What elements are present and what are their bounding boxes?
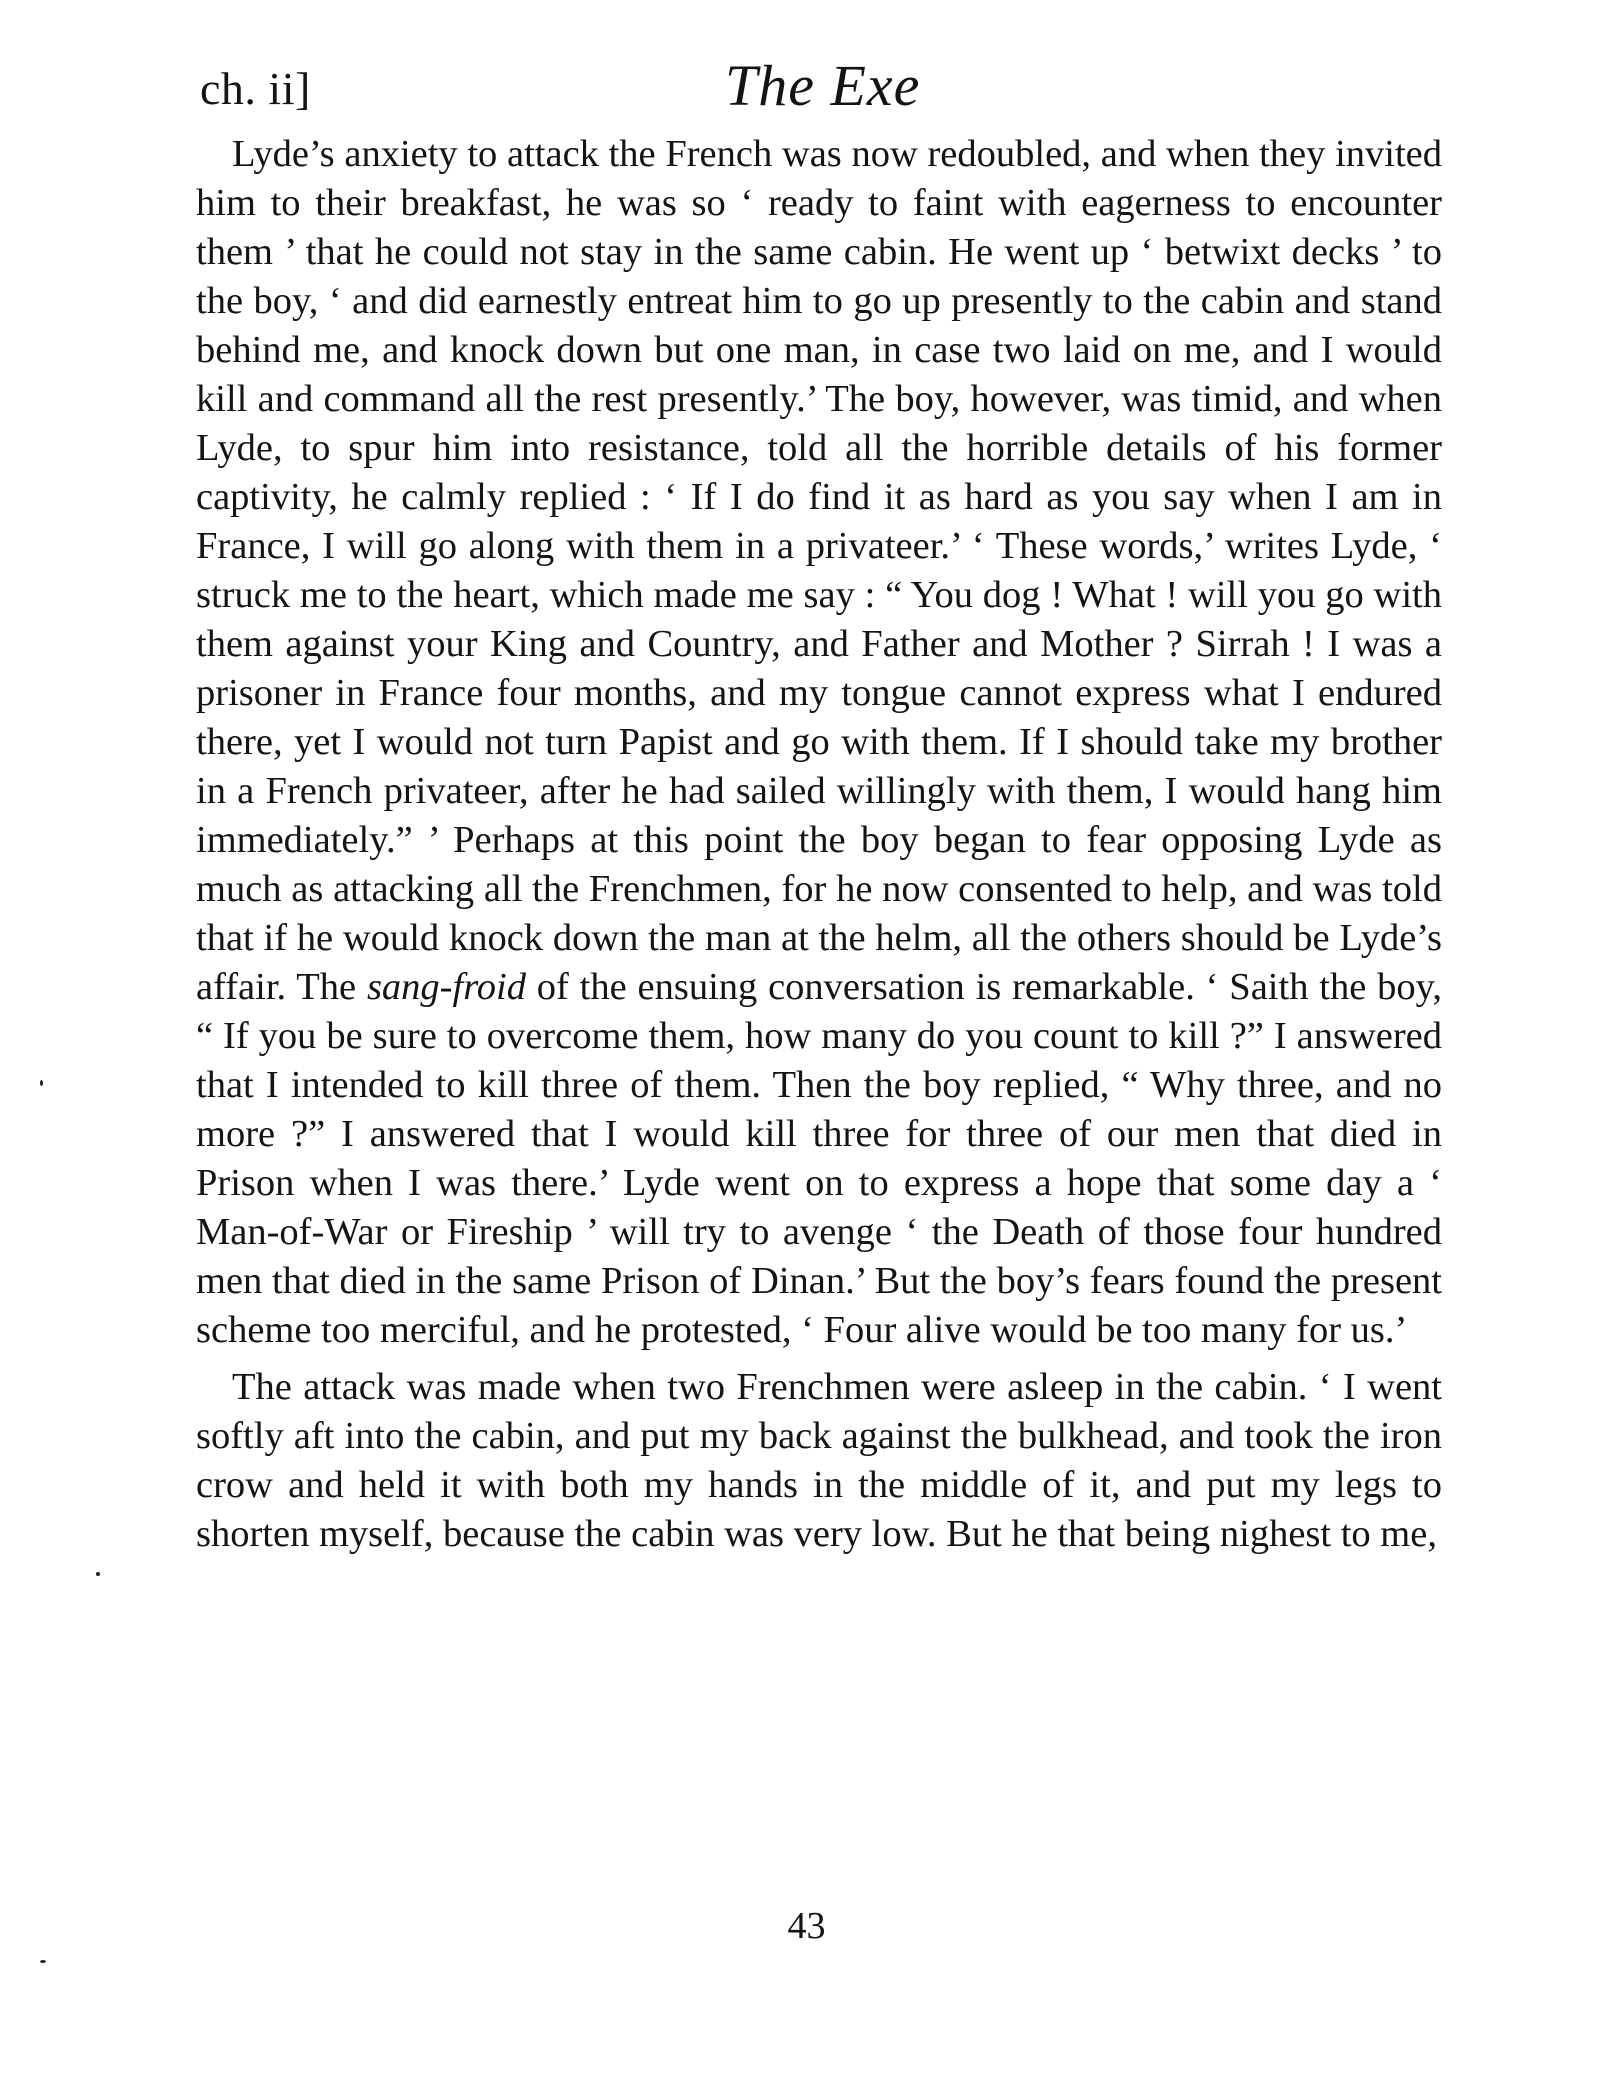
paragraph-2: The attack was made when two Frenchmen were asleep in the cabin. ‘ I went softly aft into the cabin, and put my back against the bulkhead, and took the iron crow and held it with both my hands in the middle of it, and put my legs to shorten myself, because the cabin was very low. But he that being nighest to me, xyxy=(196,1366,1442,1555)
italic-phrase: sang-froid xyxy=(366,966,526,1008)
running-title: The Exe xyxy=(725,53,921,118)
paragraph-1 xyxy=(196,130,1442,1355)
paragraph-1-text-before: Lyde’s anxiety to attack the French was now redoubled, and when they invited him to their breakfast, he was so ‘ ready to faint with eagerness to encounter them ’ that he could not stay in the same cabin. He went up ‘ betwixt decks ’ to the boy, ‘ and did earnestly entreat him to go up presently to the cabin and stand behind me, and knock down but one man, in case two laid on me, and I would kill and command all the rest presently.’ The boy, however, was timid, and when Lyde, to spur him into resistance, told all the horrible details of his former captivity, he calmly replied : ‘ If I do find it as hard as you say when I am in France, I will go along with them in a privateer.’ ‘ These words,’ writes Lyde, ‘ struck me to the heart, which made me say : “ You dog ! What ! will you go with them against your King and Country, and Father and Mother ? Sirrah ! I was a prisoner in France four months, and my tongue cannot express what I endured there, yet I would not turn Papist and go with them. If I should take my brother in a French privateer, after he had sailed willingly with them, I would hang him immediately.” ’ Perhaps at this point the boy began to fear opposing Lyde as much as attacking all the Frenchmen, for he now consented to help, and was told that if he would knock down the man at the helm, all the others should be Lyde’s affair. The xyxy=(196,133,1442,1008)
paragraph-1-text-after: of the ensuing conversation is remarkable. ‘ Saith the boy, “ If you be sure to overcome them, how many do you count to kill ?” I answered that I intended to kill three of them. Then the boy replied, “ Why three, and no more ?” I answered that I would kill three for three of our men that died in Prison when I was there.’ Lyde went on to express a hope that some day a ‘ Man-of-War or Fireship ’ will try to avenge ‘ the Death of those four hundred men that died in the same Prison of Dinan.’ But the boy’s fears found the present scheme too merciful, and he protested, ‘ Four alive would be too many for us.’ xyxy=(196,966,1442,1351)
ink-speck-left-margin xyxy=(40,1080,43,1086)
ink-speck-bottom-corner xyxy=(40,1960,46,1963)
ink-speck-lower-margin xyxy=(96,1572,100,1576)
page-number: 43 xyxy=(787,1905,826,1947)
chapter-label: ch. ii] xyxy=(200,63,311,114)
running-header xyxy=(200,52,1440,132)
body-text xyxy=(196,130,1442,1559)
